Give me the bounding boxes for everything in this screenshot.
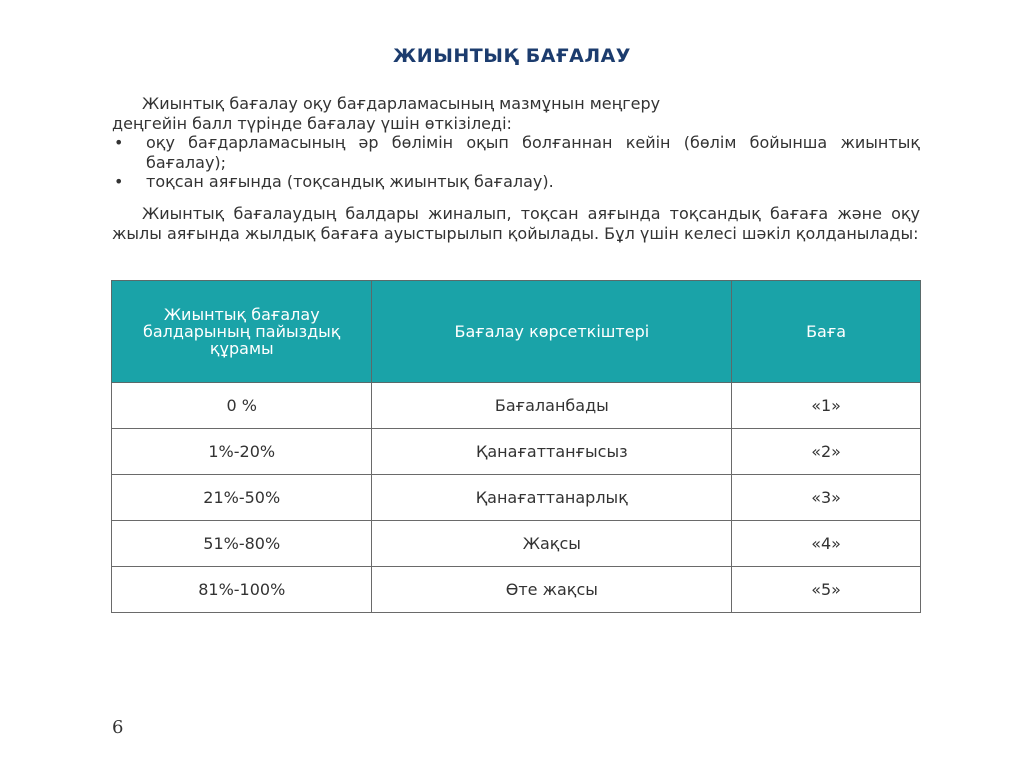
bullet-icon: • <box>114 133 124 152</box>
cell-grade: «3» <box>732 475 921 521</box>
table-row <box>112 429 921 475</box>
bullet-item <box>112 172 920 192</box>
intro-line: Жиынтық бағалау оқу бағдарламасының мазмұнын меңгеру <box>142 94 661 113</box>
cell-percent: 81%-100% <box>112 567 372 613</box>
page-title: ЖИЫНТЫҚ БАҒАЛАУ <box>393 45 631 67</box>
table-row <box>112 567 921 613</box>
cell-percent: 21%-50% <box>112 475 372 521</box>
cell-indicator: Өте жақсы <box>372 567 732 613</box>
header-percent: Жиынтық бағалау балдарының пайыздық құрамы <box>112 281 372 383</box>
table-row <box>112 383 921 429</box>
bullet-text: тоқсан аяғында (тоқсандық жиынтық бағалау). <box>146 172 554 191</box>
cell-percent: 1%-20% <box>112 429 372 475</box>
cell-indicator: Бағаланбады <box>372 383 732 429</box>
cell-grade: «2» <box>732 429 921 475</box>
table-row <box>112 475 921 521</box>
cell-grade: «5» <box>732 567 921 613</box>
cell-percent: 0 % <box>112 383 372 429</box>
table-header-row <box>112 281 921 383</box>
table-row <box>112 521 921 567</box>
cell-indicator: Қанағаттанғысыз <box>372 429 732 475</box>
cell-indicator: Жақсы <box>372 521 732 567</box>
grading-table <box>111 280 921 613</box>
header-grade: Баға <box>732 281 921 383</box>
intro-paragraph <box>112 94 920 192</box>
cell-grade: «4» <box>732 521 921 567</box>
page-number: 6 <box>112 717 124 738</box>
intro-line: деңгейін балл түрінде бағалау үшін өткізіледі: <box>112 113 512 133</box>
bullet-list <box>112 133 920 192</box>
cell-percent: 51%-80% <box>112 521 372 567</box>
bullet-icon: • <box>114 172 124 191</box>
cell-indicator: Қанағаттанарлық <box>372 475 732 521</box>
bullet-item <box>112 133 920 172</box>
cell-grade: «1» <box>732 383 921 429</box>
bullet-text: оқу бағдарламасының әр бөлімін оқып болғаннан кейін (бөлім бойынша жиынтық бағалау); <box>146 133 920 172</box>
scale-paragraph: Жиынтық бағалаудың балдары жиналып, тоқсан аяғында тоқсандық бағаға және оқу жылы аяғында жылдық бағаға ауыстырылып қойылады. Бұл үшін келесі шәкіл қолданылады: <box>112 204 920 243</box>
header-indicators: Бағалау көрсеткіштері <box>372 281 732 383</box>
